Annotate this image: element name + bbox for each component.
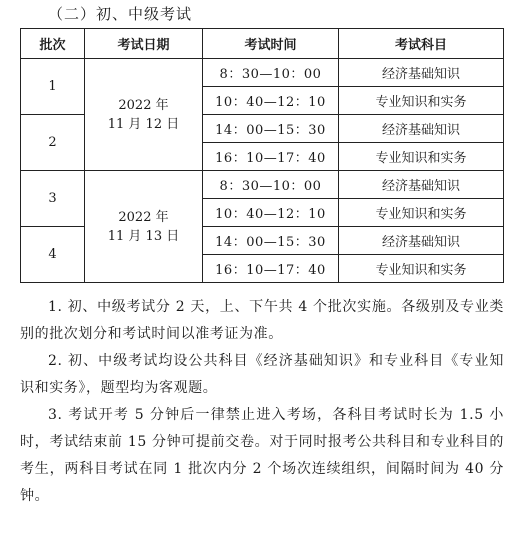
batch-cell: 1 <box>21 59 85 115</box>
subject-cell: 专业知识和实务 <box>339 87 504 115</box>
notes-section <box>20 294 504 510</box>
subject-cell: 经济基础知识 <box>339 59 504 87</box>
date-day: 11 月 13 日 <box>107 228 180 244</box>
batch-cell: 3 <box>21 171 85 227</box>
date-day: 11 月 12 日 <box>107 116 180 132</box>
time-cell: 10：40—12：10 <box>203 87 339 115</box>
time-cell: 10：40—12：10 <box>203 199 339 227</box>
subject-cell: 经济基础知识 <box>339 115 504 143</box>
header-batch: 批次 <box>21 29 85 59</box>
exam-schedule-table <box>20 28 504 283</box>
note-paragraph-3: 3. 考试开考 5 分钟后一律禁止进入考场，各科目考试时长为 1.5 小时，考试结束前 15 分钟可提前交卷。对于同时报考公共科目和专业科目的考生，两科目考试在同 1 批次内分 2 个场次连续组织，间隔时间为 40 分钟。 <box>20 407 504 504</box>
date-cell <box>85 59 203 171</box>
time-cell: 16：10—17：40 <box>203 255 339 283</box>
subject-cell: 专业知识和实务 <box>339 143 504 171</box>
subject-cell: 专业知识和实务 <box>339 255 504 283</box>
date-year: 2022 年 <box>118 209 169 225</box>
batch-cell: 2 <box>21 115 85 171</box>
note-paragraph-2: 2. 初、中级考试均设公共科目《经济基础知识》和专业科目《专业知识和实务》，题型均为客观题。 <box>20 353 504 396</box>
time-cell: 8：30—10：00 <box>203 171 339 199</box>
batch-cell: 4 <box>21 227 85 283</box>
date-year: 2022 年 <box>118 97 169 113</box>
header-time: 考试时间 <box>203 29 339 59</box>
section-title: （二）初、中级考试 <box>48 5 193 23</box>
time-cell: 14：00—15：30 <box>203 227 339 255</box>
time-cell: 16：10—17：40 <box>203 143 339 171</box>
time-cell: 8：30—10：00 <box>203 59 339 87</box>
subject-cell: 经济基础知识 <box>339 227 504 255</box>
table-row <box>21 59 504 87</box>
note-paragraph-1: 1. 初、中级考试分 2 天，上、下午共 4 个批次实施。各级别及专业类别的批次划分和考试时间以准考证为准。 <box>20 299 504 342</box>
header-subject: 考试科目 <box>339 29 504 59</box>
subject-cell: 经济基础知识 <box>339 171 504 199</box>
subject-cell: 专业知识和实务 <box>339 199 504 227</box>
table-header-row <box>21 29 504 59</box>
table-row <box>21 171 504 199</box>
header-date: 考试日期 <box>85 29 203 59</box>
date-cell <box>85 171 203 283</box>
time-cell: 14：00—15：30 <box>203 115 339 143</box>
